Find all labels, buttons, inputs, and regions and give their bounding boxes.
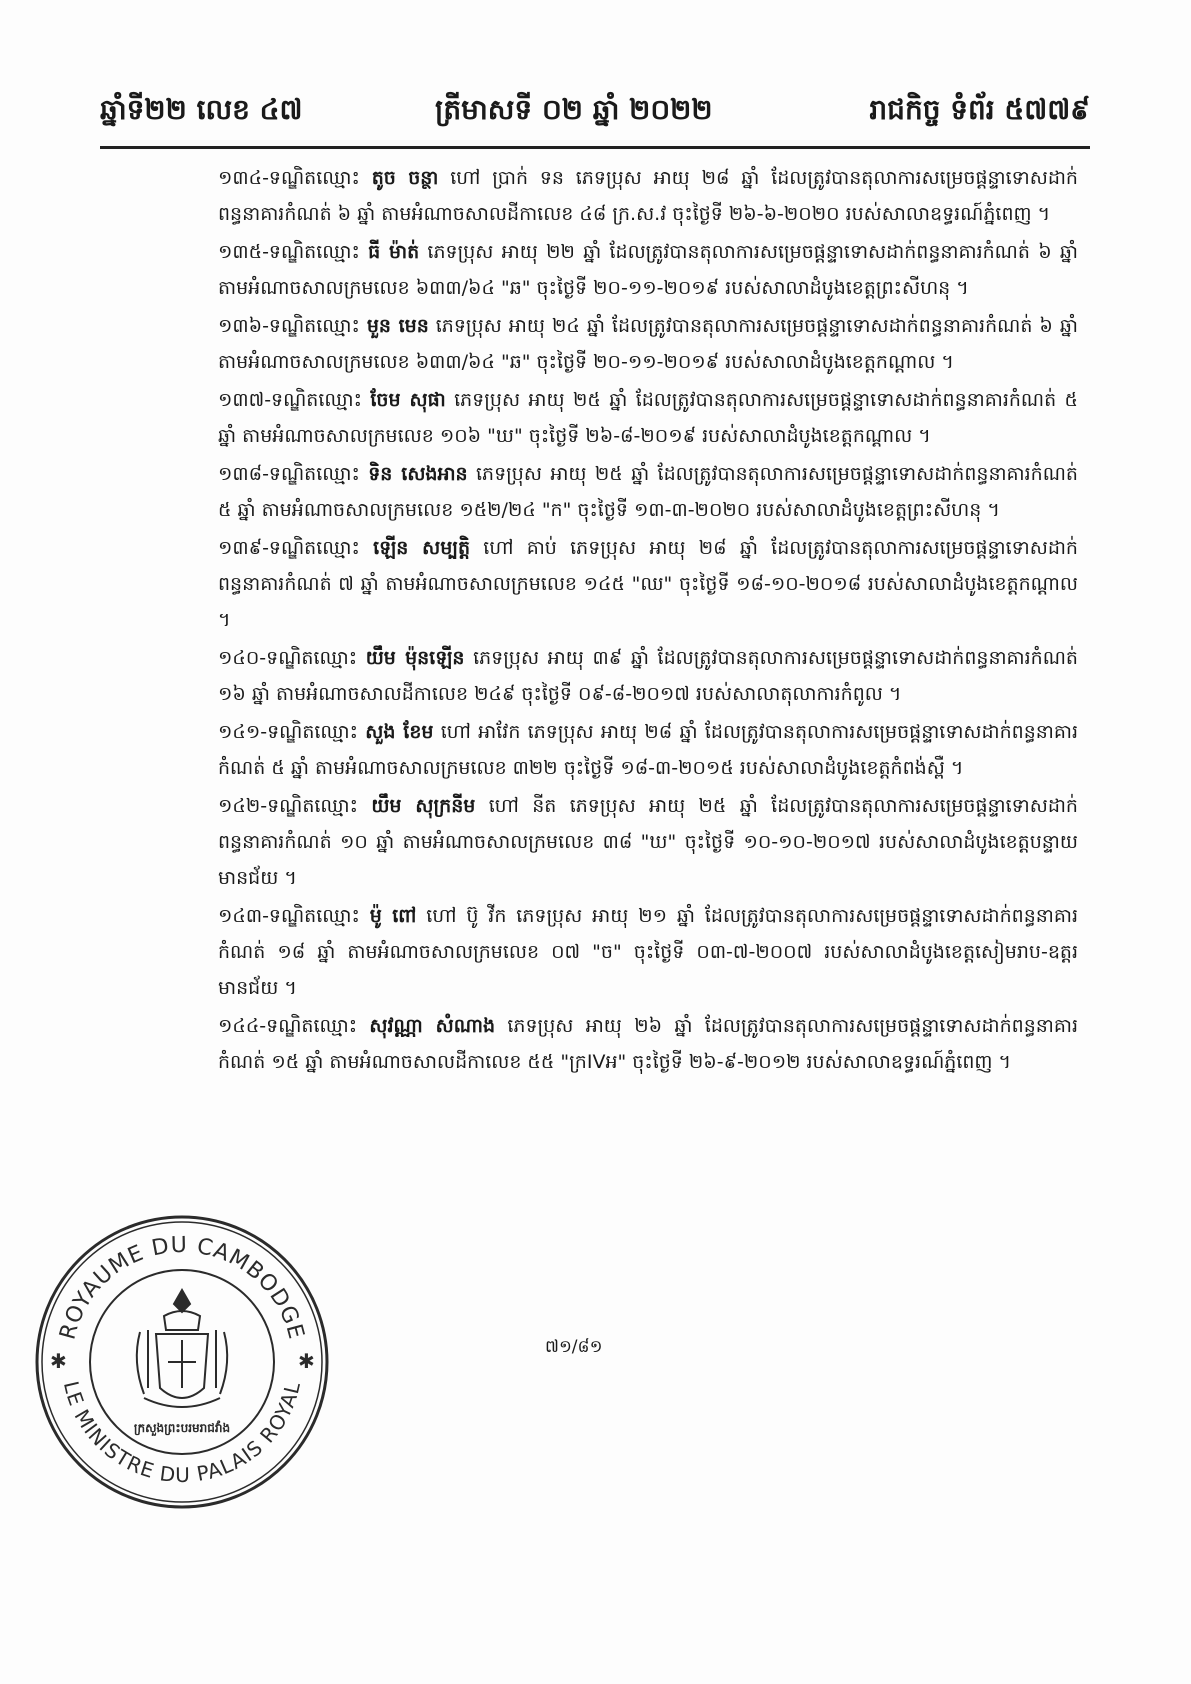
list-item: ១៣៤-ទណ្ឌិតឈ្មោះ តូច ចន្ថា ហៅ ប្រាក់ ទន ភេទប្រុស អាយុ ២៨ ឆ្នាំ ដែលត្រូវបានតុលាការសម្រេចផ្តន្ទាទោសដាក់ពន្ធនាគារកំណត់ ៦ ឆ្នាំ តាមអំណាចសាលដីកាលេខ ៤៨ ក្រ.ស.វ ចុះថ្ងៃទី ២៦-៦-២០២០ របស់សាលាឧទ្ធរណ៍ភ្នំពេញ ។ — [218, 167, 1078, 225]
list-item: ១៣៦-ទណ្ឌិតឈ្មោះ មួន មេន ភេទប្រុស អាយុ ២៤ ឆ្នាំ ដែលត្រូវបានតុលាការសម្រេចផ្តន្ទាទោសដាក់ពន្ធនាគារកំណត់ ៦ ឆ្នាំ តាមអំណាចសាលក្រមលេខ ៦៣៣/៦៤ "ឆ" ចុះថ្ងៃទី ២០-១១-២០១៩ របស់សាលាដំបូងខេត្តកណ្តាល ។ — [218, 315, 1078, 373]
convict-name: តូច ចន្ថា — [371, 167, 439, 189]
convict-name: ធី ម៉ាត់ — [368, 241, 420, 263]
list-item: ១៤២-ទណ្ឌិតឈ្មោះ យឹម សុក្រនីម ហៅ នីត ភេទប្រុស អាយុ ២៥ ឆ្នាំ ដែលត្រូវបានតុលាការសម្រេចផ្តន្ទាទោសដាក់ពន្ធនាគារកំណត់ ១០ ឆ្នាំ តាមអំណាចសាលក្រមលេខ ៣៨ "ឃ" ចុះថ្ងៃទី ១០-១០-២០១៧ របស់សាលាដំបូងខេត្តបន្ទាយមានជ័យ ។ — [218, 795, 1078, 889]
svg-text:✱: ✱ — [298, 1349, 315, 1373]
page-header — [100, 92, 1090, 142]
seal-bottom-text: LE MINISTRE DU PALAIS ROYAL — [58, 1378, 306, 1488]
list-item: ១៣៥-ទណ្ឌិតឈ្មោះ ធី ម៉ាត់ ភេទប្រុស អាយុ ២២ ឆ្នាំ ដែលត្រូវបានតុលាការសម្រេចផ្តន្ទាទោសដាក់ពន្ធនាគារកំណត់ ៦ ឆ្នាំ តាមអំណាចសាលក្រមលេខ ៦៣៣/៦៤ "ឆ" ចុះថ្ងៃទី ២០-១១-២០១៩ របស់សាលាដំបូងខេត្តព្រះសីហនុ ។ — [218, 241, 1079, 299]
convict-name: យឹម សុក្រនីម — [371, 795, 476, 817]
header-rule — [100, 146, 1090, 149]
list-item: ១៤៤-ទណ្ឌិតឈ្មោះ សុវណ្ណា សំណាង ភេទប្រុស អាយុ ២៦ ឆ្នាំ ដែលត្រូវបានតុលាការសម្រេចផ្តន្ទាទោសដាក់ពន្ធនាគារកំណត់ ១៥ ឆ្នាំ តាមអំណាចសាលដីកាលេខ ៥៥ "ក្រIVអ" ចុះថ្ងៃទី ២៦-៩-២០១២ របស់សាលាឧទ្ធរណ៍ភ្នំពេញ ។ — [218, 1015, 1078, 1073]
seal-inner-label: ក្រសួងព្រះបរមរាជវាំង — [133, 1421, 231, 1435]
convict-name: សុវណ្ណា សំណាង — [369, 1015, 496, 1037]
list-item: ១៤១-ទណ្ឌិតឈ្មោះ សួង ខែម ហៅ អាវែក ភេទប្រុស អាយុ ២៨ ឆ្នាំ ដែលត្រូវបានតុលាការសម្រេចផ្តន្ទាទោសដាក់ពន្ធនាគារកំណត់ ៥ ឆ្នាំ តាមអំណាចសាលក្រមលេខ ៣២២ ចុះថ្ងៃទី ១៨-៣-២០១៥ របស់សាលាដំបូងខេត្តកំពង់ស្ពឺ ។ — [218, 721, 1079, 779]
page-number: ៧១/៨១ — [545, 1337, 603, 1357]
convict-name: ទិន សេងអាន — [368, 463, 468, 485]
list-item: ១៤០-ទណ្ឌិតឈ្មោះ យឹម ម៉ុនឡើន ភេទប្រុស អាយុ ៣៩ ឆ្នាំ ដែលត្រូវបានតុលាការសម្រេចផ្តន្ទាទោសដាក់ពន្ធនាគារកំណត់ ១៦ ឆ្នាំ តាមអំណាចសាលដីកាលេខ ២៤៩ ចុះថ្ងៃទី ០៩-៨-២០១៧ របស់សាលាតុលាការកំពូល ។ — [218, 647, 1078, 705]
list-item: ១៣៧-ទណ្ឌិតឈ្មោះ ចែម សុផា ភេទប្រុស អាយុ ២៥ ឆ្នាំ ដែលត្រូវបានតុលាការសម្រេចផ្តន្ទាទោសដាក់ពន្ធនាគារកំណត់ ៥ ឆ្នាំ តាមអំណាចសាលក្រមលេខ ១០៦ "ឃ" ចុះថ្ងៃទី ២៦-៨-២០១៩ របស់សាលាដំបូងខេត្តកណ្តាល ។ — [218, 389, 1079, 447]
convict-name: មួន មេន — [366, 315, 429, 337]
list-item: ១៣៩-ទណ្ឌិតឈ្មោះ ឡើន សម្បត្តិ ហៅ គាប់ ភេទប្រុស អាយុ ២៨ ឆ្នាំ ដែលត្រូវបានតុលាការសម្រេចផ្តន្ទាទោសដាក់ពន្ធនាគារកំណត់ ៧ ឆ្នាំ តាមអំណាចសាលក្រមលេខ ១៤៥ "ឈ" ចុះថ្ងៃទី ១៨-១០-២០១៨ របស់សាលាដំបូងខេត្តកណ្តាល ។ — [218, 537, 1078, 631]
convict-name: ឡើន សម្បត្តិ — [373, 537, 471, 559]
convict-name: ម៉ូ ពៅ — [369, 905, 417, 927]
svg-text:ROYAUME DU CAMBODGE — [55, 1233, 308, 1343]
coat-of-arms-emblem — [137, 1290, 227, 1407]
convict-name: ចែម សុផា — [370, 389, 446, 411]
convict-name: យឹម ម៉ុនឡើន — [365, 647, 465, 669]
svg-text:✱: ✱ — [50, 1349, 67, 1373]
seal-top-text: ROYAUME DU CAMBODGE — [55, 1232, 309, 1343]
header-gazette-page: រាជកិច្ច ទំព័រ ៥៧៧៩ — [869, 93, 1090, 126]
convict-name: សួង ខែម — [365, 721, 434, 743]
royal-seal-stamp — [32, 1212, 332, 1512]
list-item: ១៣៨-ទណ្ឌិតឈ្មោះ ទិន សេងអាន ភេទប្រុស អាយុ ២៥ ឆ្នាំ ដែលត្រូវបានតុលាការសម្រេចផ្តន្ទាទោសដាក់ពន្ធនាគារកំណត់ ៥ ឆ្នាំ តាមអំណាចសាលក្រមលេខ ១៥២/២៤ "ក" ចុះថ្ងៃទី ១៣-៣-២០២០ របស់សាលាដំបូងខេត្តព្រះសីហនុ ។ — [218, 463, 1078, 521]
list-item: ១៤៣-ទណ្ឌិតឈ្មោះ ម៉ូ ពៅ ហៅ ប៊ូ វីក ភេទប្រុស អាយុ ២១ ឆ្នាំ ដែលត្រូវបានតុលាការសម្រេចផ្តន្ទាទោសដាក់ពន្ធនាគារកំណត់ ១៨ ឆ្នាំ តាមអំណាចសាលក្រមលេខ ០៧ "ច" ចុះថ្ងៃទី ០៣-៧-២០០៧ របស់សាលាដំបូងខេត្តសៀមរាប-ឧត្តរមានជ័យ ។ — [218, 905, 1079, 999]
document-body — [218, 160, 1078, 1082]
header-quarter: ត្រីមាសទី ០២ ឆ្នាំ ២០២២ — [435, 93, 713, 126]
header-issue: ឆ្នាំទី២២ លេខ ៤៧ — [100, 93, 303, 126]
